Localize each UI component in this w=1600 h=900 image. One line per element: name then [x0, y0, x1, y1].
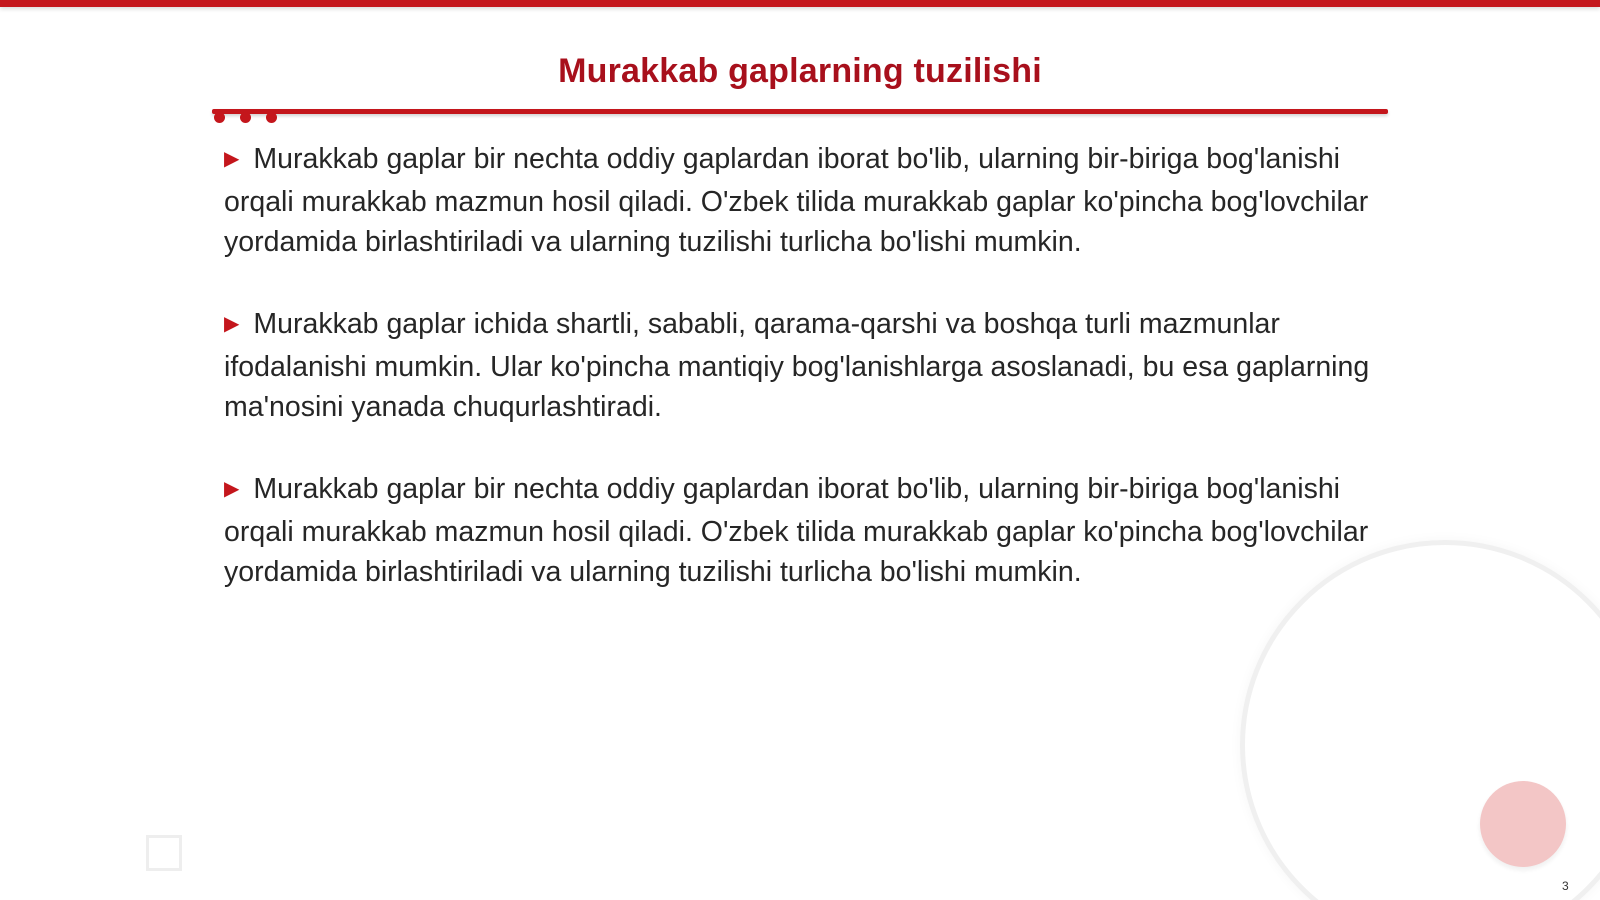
- page-number: 3: [1562, 879, 1569, 893]
- decorative-square: [146, 835, 182, 871]
- bullet-list: [224, 139, 1374, 634]
- bullet-paragraph: [224, 469, 1374, 592]
- triangle-bullet-icon: ▶: [224, 478, 240, 500]
- slide-title: Murakkab gaplarning tuzilishi: [558, 52, 1042, 90]
- decorative-dot: [240, 112, 251, 123]
- triangle-bullet-icon: ▶: [224, 313, 240, 335]
- decorative-dot: [214, 112, 225, 123]
- decorative-blob: [1480, 781, 1566, 867]
- bullet-paragraph: [224, 139, 1374, 262]
- paragraph-text: Murakkab gaplar bir nechta oddiy gaplardan iborat bo'lib, ularning bir-biriga bog'lanishi orqali murakkab mazmun hosil qiladi. O'zbek tilida murakkab gaplar ko'pincha bog'lovchilar yordamida birlashtiriladi va ularning tuzilishi turlicha bo'lishi mumkin.: [224, 473, 1369, 588]
- paragraph-text: Murakkab gaplar ichida shartli, sababli, qarama-qarshi va boshqa turli mazmunlar ifodalanishi mumkin. Ular ko'pincha mantiqiy bog'lanishlarga asoslanadi, bu esa gaplarning ma'nosini yanada chuqurlashtiradi.: [224, 308, 1370, 423]
- top-accent-bar: [0, 0, 1600, 7]
- decorative-dot: [266, 112, 277, 123]
- title-underline: [212, 109, 1388, 114]
- paragraph-text: Murakkab gaplar bir nechta oddiy gaplardan iborat bo'lib, ularning bir-biriga bog'lanishi orqali murakkab mazmun hosil qiladi. O'zbek tilida murakkab gaplar ko'pincha bog'lovchilar yordamida birlashtiriladi va ularning tuzilishi turlicha bo'lishi mumkin.: [224, 143, 1369, 258]
- bullet-paragraph: [224, 304, 1374, 427]
- triangle-bullet-icon: ▶: [224, 148, 240, 170]
